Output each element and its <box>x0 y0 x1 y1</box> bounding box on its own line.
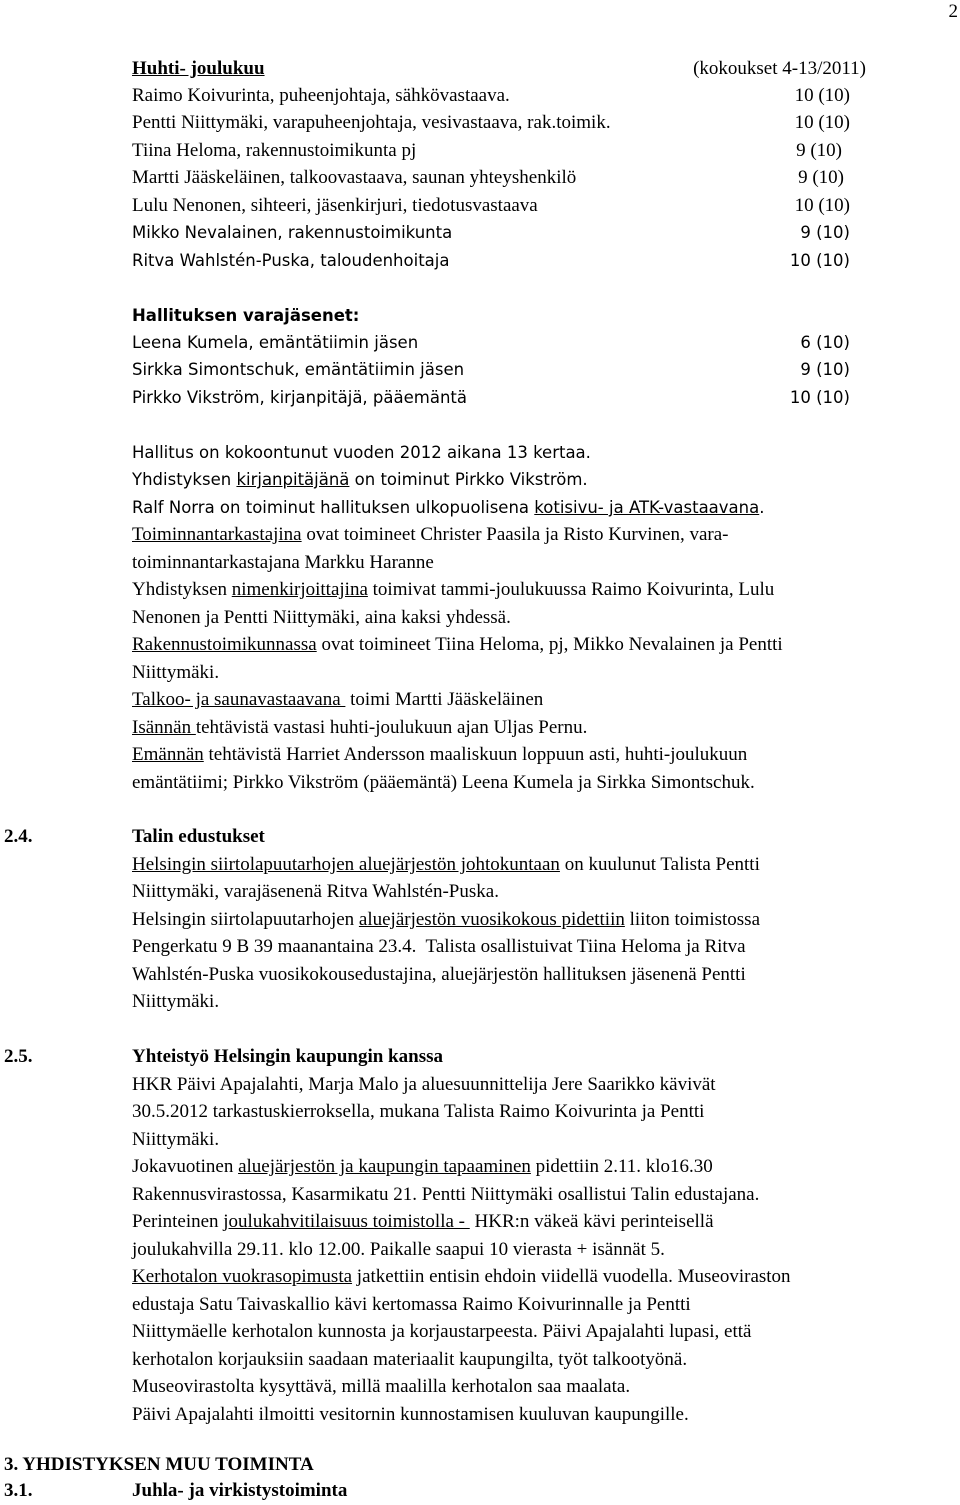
deputy-count: 9 (10) <box>800 360 850 379</box>
text-span: Perinteinen <box>132 1211 224 1232</box>
text-span: on kuulunut Talista Pentti <box>559 854 760 875</box>
bookkeeper-line <box>132 466 588 494</box>
text-span: toimi Martti Jääskeläinen <box>345 689 544 710</box>
member-name: Martti Jääskeläinen, talkoovastaava, saunan yhteyshenkilö <box>132 167 577 188</box>
member-count: 9 (10) <box>800 223 850 242</box>
deputy-row <box>132 384 850 412</box>
talkoo-line <box>132 686 543 714</box>
text-span: Jokavuotinen <box>132 1156 239 1177</box>
section-number: 2.5. <box>4 1046 33 1067</box>
board-row <box>132 82 850 110</box>
text-span: tehtävistä Harriet Andersson maaliskuun loppuun asti, huhti-joulukuun <box>203 744 748 765</box>
meetings-summary: Hallitus on kokoontunut vuoden 2012 aikana 13 kertaa. <box>132 443 591 462</box>
text-span: ovat toimineet Tiina Heloma, pj, Mikko Nevalainen ja Pentti <box>316 634 783 655</box>
underlined-term: kotisivu- ja ATK-vastaavana <box>534 498 760 517</box>
text-span: Yhdistyksen <box>132 470 237 489</box>
text-span: liiton toimistossa <box>624 909 760 930</box>
section-25-line-11: kerhotalon korjauksiin saadaan materiaalit kaupungilta, työt talkootyönä. <box>132 1349 688 1370</box>
member-name: Ritva Wahlstén-Puska, taloudenhoitaja <box>132 251 450 270</box>
host-line <box>132 714 587 742</box>
member-count: 10 (10) <box>794 112 850 133</box>
member-count: 10 (10) <box>794 85 850 106</box>
period-header <box>132 55 866 83</box>
board-row <box>132 219 850 247</box>
underlined-term: Talkoo- ja saunavastaavana <box>132 689 346 710</box>
member-name: Lulu Nenonen, sihteeri, jäsenkirjuri, tiedotusvastaava <box>132 195 538 216</box>
text-span: pidettiin 2.11. klo16.30 <box>530 1156 713 1177</box>
text-span: on toiminut Pirkko Vikström. <box>349 470 588 489</box>
underlined-term: Rakennustoimikunnassa <box>132 634 317 655</box>
section-25-line-1: HKR Päivi Apajalahti, Marja Malo ja aluesuunnittelija Jere Saarikko kävivät <box>132 1074 716 1095</box>
deputy-name: Leena Kumela, emäntätiimin jäsen <box>132 333 419 352</box>
deputy-row <box>132 356 850 384</box>
underlined-term: Emännän <box>132 744 204 765</box>
underlined-term: kirjanpitäjänä <box>236 470 350 489</box>
text-span: Helsingin siirtolapuutarhojen <box>132 909 359 930</box>
board-row <box>132 109 850 137</box>
section-24-line-6: Niittymäki. <box>132 991 220 1012</box>
section-24-line-4: Pengerkatu 9 B 39 maanantaina 23.4. Talista osallistuivat Tiina Heloma ja Ritva <box>132 936 746 957</box>
member-name: Raimo Koivurinta, puheenjohtaja, sähkövastaava. <box>132 85 510 106</box>
section-number: 2.4. <box>4 826 33 847</box>
section-24-line-5: Wahlstén-Puska vuosikokousedustajina, aluejärjestön hallituksen jäsenenä Pentti <box>132 964 746 985</box>
section-25-line-4 <box>132 1153 713 1181</box>
chapter-heading: 3. YHDISTYKSEN MUU TOIMINTA <box>4 1454 314 1475</box>
page-number: 2 <box>948 1 958 22</box>
period-meetings: (kokoukset 4-13/2011) <box>693 58 866 79</box>
underlined-term: aluejärjestön ja kaupungin tapaaminen <box>238 1156 531 1177</box>
section-title: Talin edustukset <box>132 826 265 847</box>
member-count: 10 (10) <box>789 251 850 270</box>
deputy-name: Sirkka Simontschuk, emäntätiimin jäsen <box>132 360 465 379</box>
auditors-line-1 <box>132 521 729 549</box>
board-row <box>132 192 850 220</box>
deputy-count: 6 (10) <box>800 333 850 352</box>
text-span: Yhdistyksen <box>132 579 232 600</box>
section-24-line-2: Niittymäki, varajäsenenä Ritva Wahlstén-Puska. <box>132 881 499 902</box>
section-25-line-6 <box>132 1208 714 1236</box>
board-row <box>132 137 850 165</box>
underlined-term: Helsingin siirtolapuutarhojen aluejärjestön johtokuntaan <box>132 854 560 875</box>
period-title: Huhti- joulukuu <box>132 58 265 79</box>
underlined-term: Isännän <box>132 717 196 738</box>
section-24-line-1 <box>132 851 760 879</box>
text-span: Ralf Norra on toiminut hallituksen ulkopuolisena <box>132 498 535 517</box>
text-span: tehtävistä vastasi huhti-joulukuun ajan Uljas Pernu. <box>195 717 588 738</box>
member-count: 9 (10) <box>798 167 844 188</box>
section-25-line-12: Museovirastolta kysyttävä, millä maalilla kerhotalon saa maalata. <box>132 1376 631 1397</box>
building-line-1 <box>132 631 783 659</box>
auditors-line-2: toiminnantarkastajana Markku Haranne <box>132 552 434 573</box>
deputy-name: Pirkko Vikström, kirjanpitäjä, pääemäntä <box>132 388 467 407</box>
member-name: Pentti Niittymäki, varapuheenjohtaja, vesivastaava, rak.toimik. <box>132 112 611 133</box>
underlined-term: nimenkirjoittajina <box>231 579 368 600</box>
building-line-2: Niittymäki. <box>132 662 220 683</box>
board-row <box>132 164 850 192</box>
member-count: 9 (10) <box>796 140 842 161</box>
hostess-line-2: emäntätiimi; Pirkko Vikström (pääemäntä) Leena Kumela ja Sirkka Simontschuk. <box>132 772 755 793</box>
deputy-count: 10 (10) <box>789 388 850 407</box>
hostess-line-1 <box>132 741 747 769</box>
underlined-term: Toiminnantarkastajina <box>132 524 302 545</box>
deputies-heading: Hallituksen varajäsenet: <box>132 306 360 325</box>
section-25-line-2: 30.5.2012 tarkastuskierroksella, mukana Talista Raimo Koivurinta ja Pentti <box>132 1101 705 1122</box>
section-25-line-13: Päivi Apajalahti ilmoitti vesitornin kunnostamisen kuuluvan kaupungille. <box>132 1404 689 1425</box>
text-span: HKR:n väkeä kävi perinteisellä <box>469 1211 714 1232</box>
underlined-term: joulukahvitilaisuus toimistolla - <box>223 1211 470 1232</box>
member-name: Tiina Heloma, rakennustoimikunta pj <box>132 140 417 161</box>
section-24-line-3 <box>132 906 760 934</box>
underlined-term: aluejärjestön vuosikokous pidettiin <box>358 909 625 930</box>
member-name: Mikko Nevalainen, rakennustoimikunta <box>132 223 453 242</box>
signers-line-1 <box>132 576 774 604</box>
section-25-line-10: Niittymäelle kerhotalon kunnosta ja korjaustarpeesta. Päivi Apajalahti lupasi, että <box>132 1321 752 1342</box>
signers-line-2: Nenonen ja Pentti Niittymäki, aina kaksi yhdessä. <box>132 607 511 628</box>
text-span: jatkettiin entisin ehdoin viidellä vuodella. Museoviraston <box>352 1266 791 1287</box>
underlined-term: Kerhotalon vuokrasopimusta <box>132 1266 353 1287</box>
member-count: 10 (10) <box>794 195 850 216</box>
section-title: Yhteistyö Helsingin kaupungin kanssa <box>132 1046 443 1067</box>
section-25-line-7: joulukahvilla 29.11. klo 12.00. Paikalle saapui 10 vierasta + isännät 5. <box>132 1239 665 1260</box>
section-25-line-5: Rakennusvirastossa, Kasarmikatu 21. Pentti Niittymäki osallistui Talin edustajana. <box>132 1184 760 1205</box>
section-title: Juhla- ja virkistystoiminta <box>132 1480 348 1501</box>
text-span: toimivat tammi-joulukuussa Raimo Koivurinta, Lulu <box>367 579 775 600</box>
section-25-line-9: edustaja Satu Taivaskallio kävi kertomassa Raimo Koivurinnalle ja Pentti <box>132 1294 691 1315</box>
text-span: . <box>759 498 765 517</box>
section-25-line-8 <box>132 1263 791 1291</box>
section-number: 3.1. <box>4 1480 33 1501</box>
deputy-row <box>132 329 850 357</box>
it-line <box>132 494 764 522</box>
board-row <box>132 247 850 275</box>
text-span: ovat toimineet Christer Paasila ja Risto Kurvinen, vara- <box>301 524 729 545</box>
section-25-line-3: Niittymäki. <box>132 1129 220 1150</box>
